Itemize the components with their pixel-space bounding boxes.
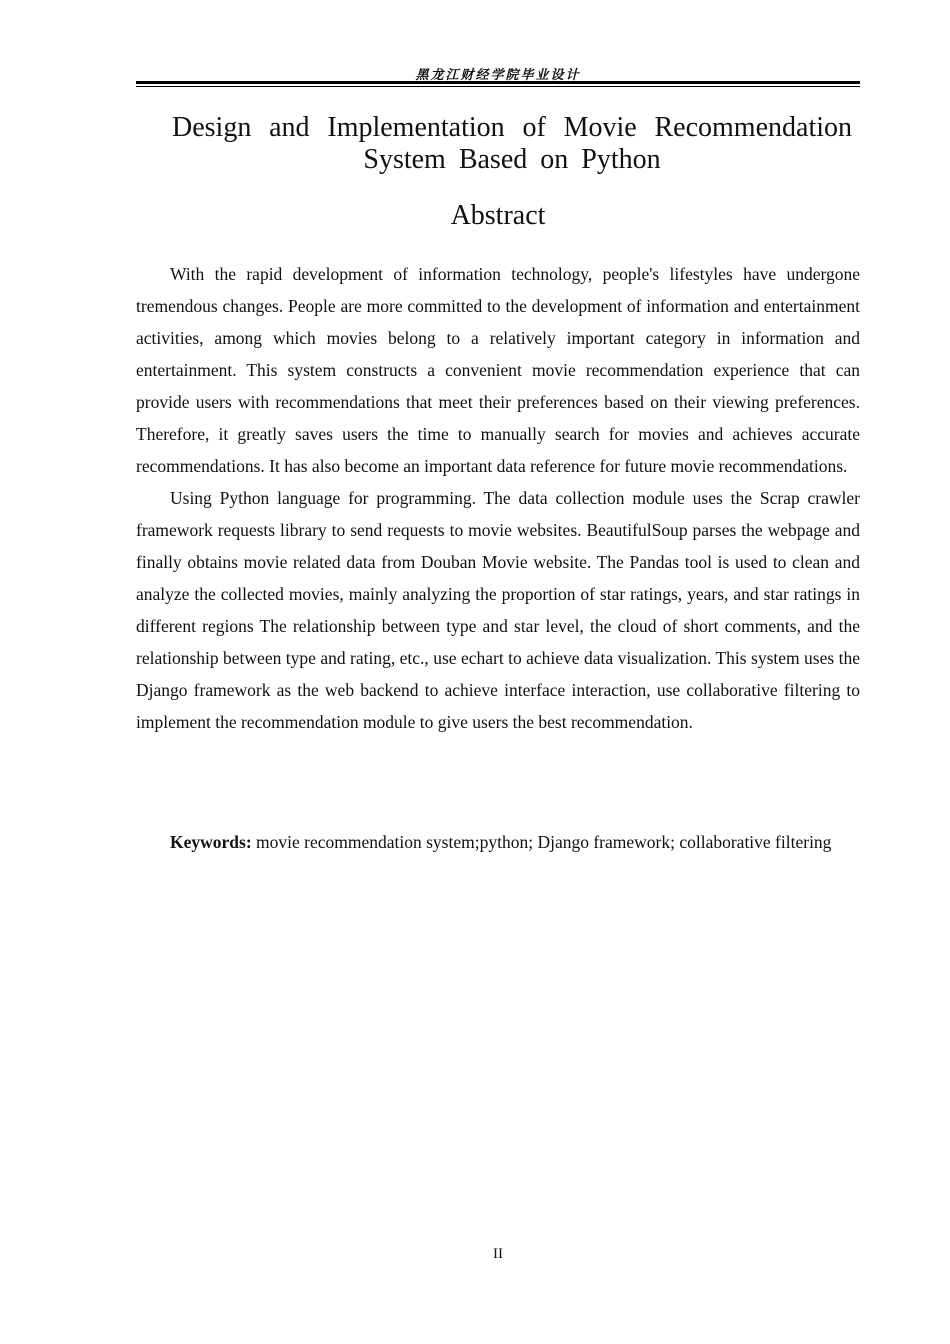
paper-title: Design and Implementation of Movie Recommendation System Based on Python <box>172 112 852 175</box>
keywords-text: movie recommendation system;python; Django framework; collaborative filtering <box>251 832 832 852</box>
header-rule-thick <box>136 81 860 84</box>
abstract-heading: Abstract <box>450 200 546 231</box>
abstract-paragraph: With the rapid development of information technology, people's lifestyles have undergone tremendous changes. People are more committed to the development of information and entertainment activities, among which movies belong to a relatively important category in information and entertainment. This system constructs a convenient movie recommendation experience that can provide users with recommendations that meet their preferences based on their viewing preferences. Therefore, it greatly saves users the time to manually search for movies and achieves accurate recommendations. It has also become an important data reference for future movie recommendations. <box>136 264 860 476</box>
page-number: II <box>493 1246 503 1262</box>
running-header: 黑龙江财经学院毕业设计 <box>415 67 581 82</box>
abstract-body <box>136 258 860 738</box>
keywords-line <box>136 826 860 858</box>
keywords-label: Keywords: <box>170 832 252 852</box>
header-rule-thin <box>136 86 860 87</box>
abstract-paragraph: Using Python language for programming. The data collection module uses the Scrap crawler framework requests library to send requests to movie websites. BeautifulSoup parses the webpage and finally obtains movie related data from Douban Movie website. The Pandas tool is used to clean and analyze the collected movies, mainly analyzing the proportion of star ratings, years, and star ratings in different regions The relationship between type and star level, the cloud of short comments, and the relationship between type and rating, etc., use echart to achieve data visualization. This system uses the Django framework as the web backend to achieve interface interaction, use collaborative filtering to implement the recommendation module to give users the best recommendation. <box>136 488 860 732</box>
